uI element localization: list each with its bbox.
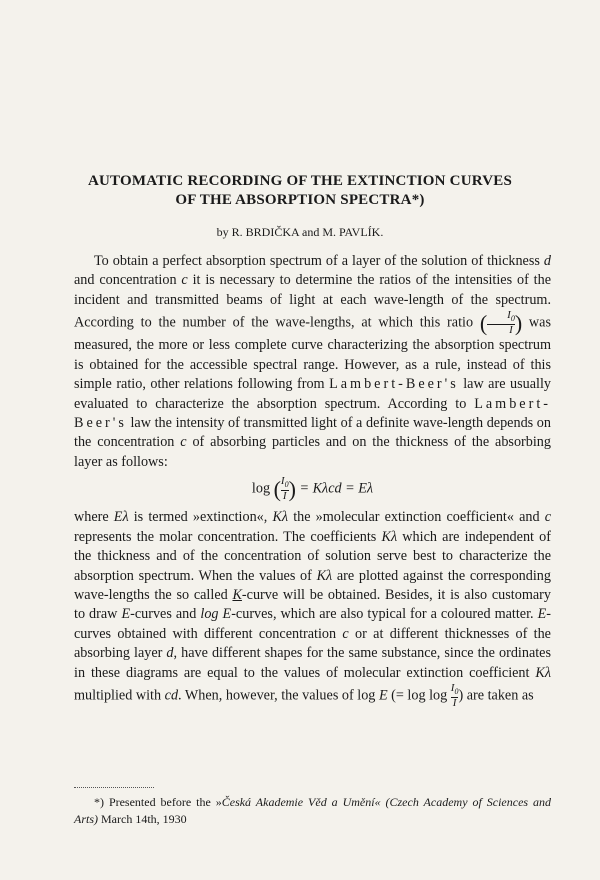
text-run: it is necessary to determine the ratios of the intensities of the incident and transmitted beams of light at each wave-length of the spectrum. According to the number of the wave-lengths, at which this ratio bbox=[74, 272, 551, 331]
footnote-divider bbox=[74, 787, 154, 788]
text-run: of absorbing particles and on the thickness of the absorbing layer as follows: bbox=[74, 434, 551, 470]
eq-log: log bbox=[251, 480, 271, 497]
ratio-fraction bbox=[487, 310, 515, 336]
text-run: -curves obtained with different concentration bbox=[74, 606, 551, 642]
var-c: c bbox=[544, 509, 551, 526]
var-logE: log E bbox=[200, 606, 232, 623]
article-title bbox=[40, 172, 560, 210]
text-run: law are usually evaluated to characterize the absorption spectrum. According to bbox=[74, 376, 551, 412]
var-K: Kλ bbox=[316, 567, 333, 584]
var-E: E bbox=[121, 606, 131, 623]
text-run: -curves and bbox=[130, 606, 201, 623]
text-run: -curve will be obtained. Besides, it is also customary to draw bbox=[74, 587, 551, 623]
text-run: was measured, the more or less complete curve characterizing the absorption spectrum is obtained for the accessible spectral range. However, as a rule, instead of this simple ratio, other relations following from bbox=[74, 314, 551, 393]
lambert-beer-name: Lambert-Beer's bbox=[329, 376, 459, 393]
text-run: ) are taken as bbox=[458, 687, 534, 704]
text-run: are plotted against the corresponding wave-lengths the so called bbox=[74, 567, 551, 604]
text-run: , have different shapes for the same substance, since the ordinates in these diagrams are equal to the values of molecular extinction coefficient bbox=[74, 645, 552, 681]
text-run: (= log log bbox=[387, 687, 451, 704]
paragraph-1 bbox=[74, 252, 551, 472]
text-run: represents the molar concentration. The coefficients bbox=[74, 528, 382, 545]
text-run: *) Presented before the » bbox=[94, 795, 222, 809]
paren-close: ) bbox=[514, 310, 523, 336]
var-E: E bbox=[537, 606, 547, 623]
ratio-numerator: $I_0$ bbox=[507, 309, 515, 324]
var-d: d bbox=[166, 645, 174, 662]
title-line-2: OF THE ABSORPTION SPECTRA*) bbox=[175, 192, 425, 208]
var-K: Kλ bbox=[381, 528, 398, 545]
paren-open: ( bbox=[479, 310, 488, 336]
text-run: March 14th, 1930 bbox=[98, 812, 187, 826]
text-run: where bbox=[74, 509, 114, 526]
eq-rhs: = Kλcd = Eλ bbox=[295, 480, 374, 497]
text-run: law the intensity of transmitted light of a definite wave-length depends on the concentration bbox=[74, 415, 551, 451]
var-c: c bbox=[342, 625, 349, 642]
title-line-1: AUTOMATIC RECORDING OF THE EXTINCTION CURVES bbox=[87, 173, 513, 189]
text-run: or at different thicknesses of the absorbing layer bbox=[74, 625, 551, 662]
frac-denominator: I bbox=[452, 697, 457, 710]
text-run: -curves, which are also typical for a coloured matter. bbox=[231, 606, 538, 623]
body-text bbox=[74, 252, 551, 709]
paren-open: ( bbox=[273, 476, 281, 502]
paragraph-2 bbox=[74, 508, 551, 709]
var-K: K bbox=[232, 587, 242, 604]
text-run: To obtain a perfect absorption spectrum of a layer of the solution of thickness bbox=[94, 253, 544, 269]
text-run: . When, however, the values of log bbox=[178, 687, 379, 704]
text-run: is termed »extinction«, bbox=[128, 509, 273, 526]
footnote bbox=[74, 794, 551, 828]
eq-numerator: $I_0$ bbox=[280, 475, 289, 490]
var-K: Kλ bbox=[535, 664, 551, 681]
eq-fraction bbox=[281, 476, 289, 502]
lambert-beer-name: Lambert-Beer's bbox=[74, 395, 551, 432]
var-E: Eλ bbox=[113, 509, 129, 526]
frac-numerator: $I_0$ bbox=[450, 682, 459, 697]
authors: by R. BRDIČKA and M. PAVLÍK. bbox=[216, 225, 384, 239]
text-run: multiplied with bbox=[74, 687, 165, 704]
var-E: E bbox=[378, 687, 388, 704]
var-c: c bbox=[180, 434, 187, 451]
text-run: which are independent of the thickness and of the concentration of solution serve best to characterize the absorption spectrum. When the values of bbox=[74, 528, 551, 584]
text-run: and concentration bbox=[74, 272, 182, 289]
ratio-denominator: I bbox=[509, 324, 513, 337]
text-run: the »molecular extinction coefficient« and bbox=[288, 509, 545, 526]
eq-denominator: I bbox=[282, 490, 287, 503]
paren-close: ) bbox=[288, 476, 296, 502]
var-cd: cd bbox=[164, 687, 179, 704]
equation bbox=[74, 476, 551, 502]
var-d: d bbox=[543, 253, 551, 269]
var-c: c bbox=[181, 272, 188, 289]
var-K: Kλ bbox=[272, 509, 289, 526]
footnote-italic: Česká Akademie Věd a Umění« (Czech Academy of Sciences and Arts) bbox=[74, 795, 552, 826]
